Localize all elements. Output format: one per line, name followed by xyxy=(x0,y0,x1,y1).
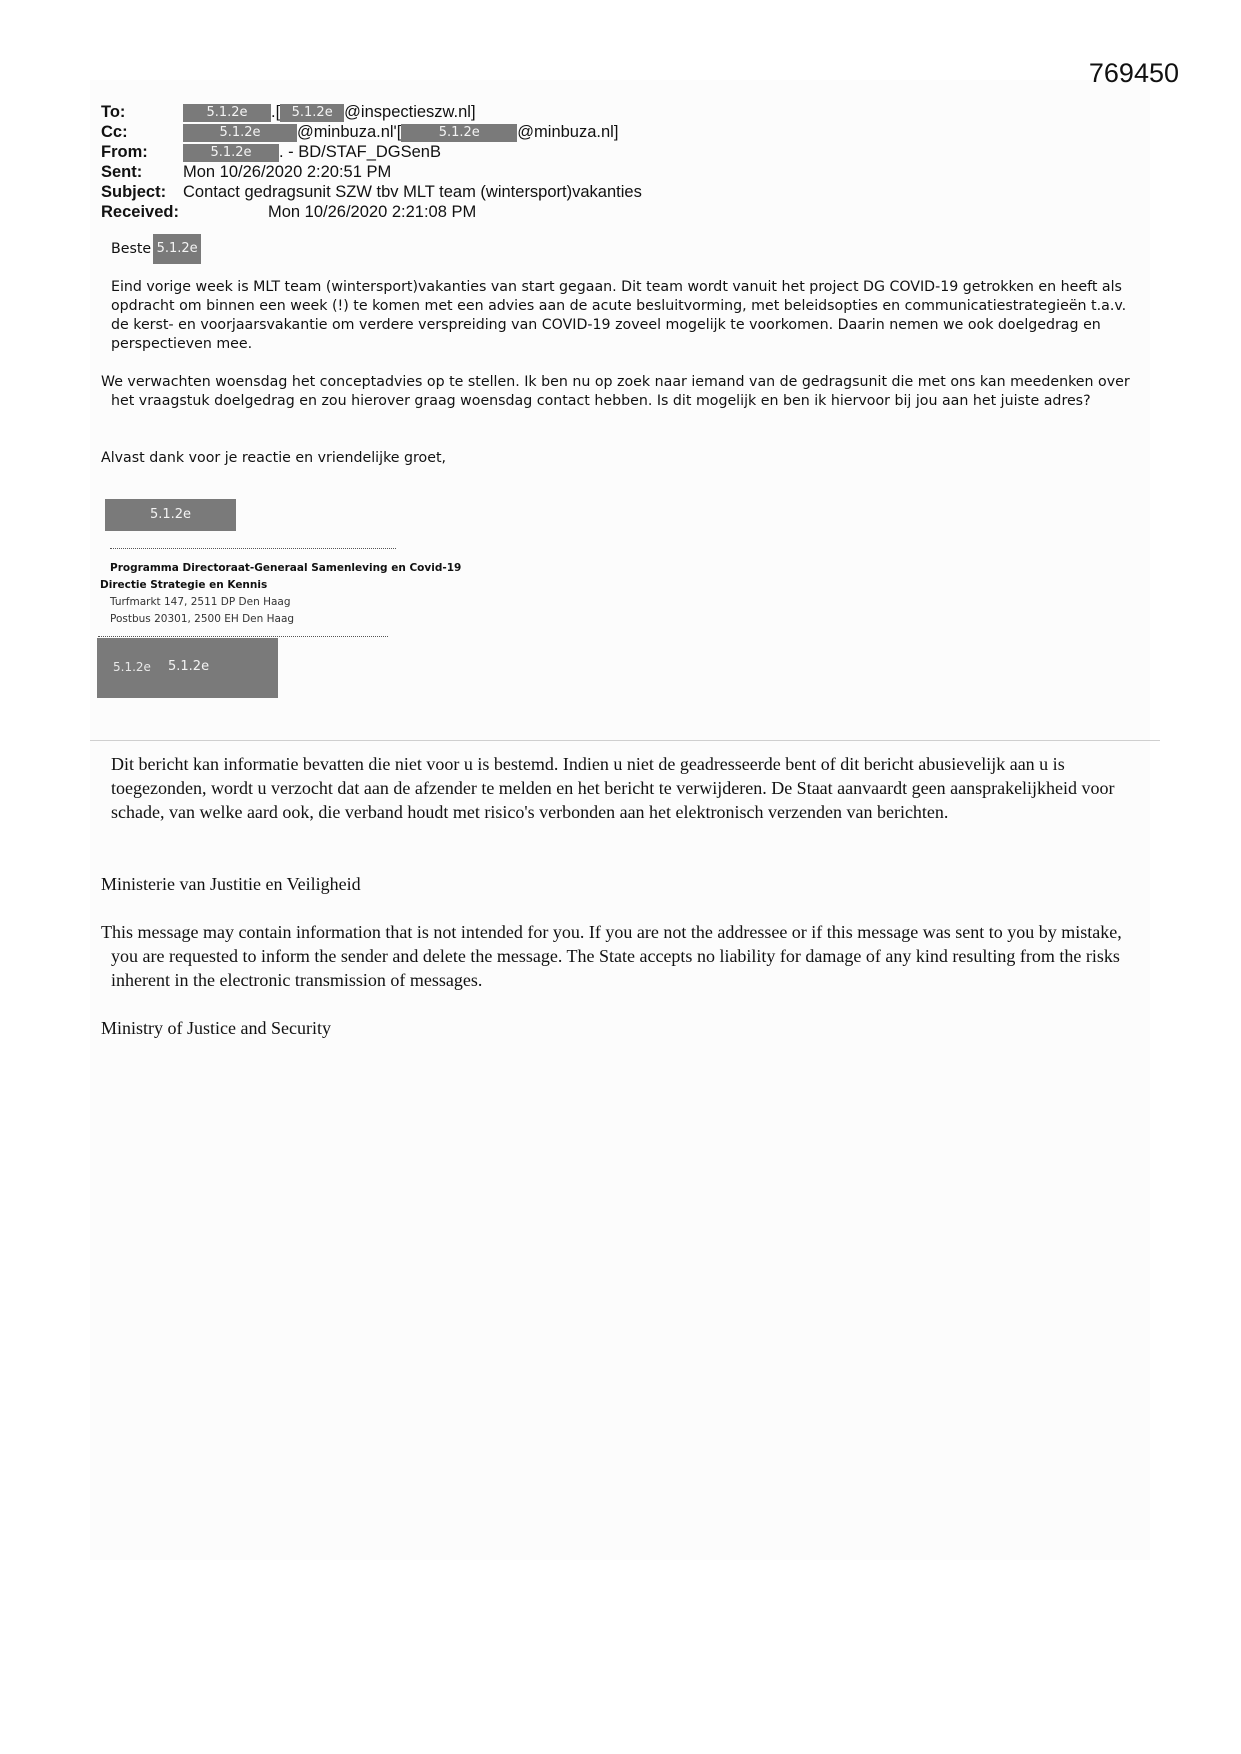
disclaimer-english: This message may contain information that is not intended for you. If you are not the addressee or if this message was sent to you by mistake, you are requested to inform the sender and delete the message. The State accepts no liability for damage of any kind resulting from the risks inherent in the electronic transmission of messages. xyxy=(101,922,1122,990)
document-number: 769450 xyxy=(1088,58,1179,88)
directorate-name: Directie Strategie en Kennis xyxy=(100,579,268,591)
visiting-address: Turfmarkt 147, 2511 DP Den Haag xyxy=(110,596,291,608)
contact-redaction xyxy=(97,638,278,698)
postal-address: Postbus 20301, 2500 EH Den Haag xyxy=(110,613,295,625)
to-email-domain: @inspectieszw.nl] xyxy=(344,103,476,121)
redaction-box: 5.1.2e xyxy=(183,104,271,122)
disclaimer-dutch: Dit bericht kan informatie bevatten die niet voor u is bestemd. Indien u niet de geadresseerde bent of dit bericht abusievelijk aan u is toegezonden, wordt u verzocht dat aan de afzender te melden en het bericht te verwijderen. De Staat aanvaardt geen aansprakelijkheid voor schade, van welke aard ook, die verband houdt met risico's verbonden aan het elektronisch verzenden van berichten. xyxy=(111,754,1115,822)
received-value: Mon 10/26/2020 2:21:08 PM xyxy=(268,203,477,221)
sent-value: Mon 10/26/2020 2:20:51 PM xyxy=(183,163,392,181)
ministry-name-dutch: Ministerie van Justitie en Veiligheid xyxy=(101,874,361,894)
cc-email-domain: @minbuza.nl'[ xyxy=(297,123,402,141)
signature-divider-2 xyxy=(98,636,388,637)
ministry-name-english: Ministry of Justice and Security xyxy=(101,1018,331,1038)
received-label: Received: xyxy=(101,203,179,221)
redaction-box: 5.1.2e xyxy=(183,144,279,162)
from-label: From: xyxy=(101,143,148,161)
redaction-label: 5.1.2e xyxy=(113,660,151,674)
redaction-box: 5.1.2e xyxy=(401,124,517,142)
redaction-label: 5.1.2e xyxy=(168,659,210,674)
to-separator: .[ xyxy=(271,103,281,121)
greeting-line xyxy=(101,234,1131,264)
cc-label: Cc: xyxy=(101,123,128,141)
signature-divider xyxy=(110,548,396,549)
signature-block xyxy=(100,560,461,628)
subject-label: Subject: xyxy=(101,183,167,201)
redaction-box: 5.1.2e xyxy=(153,234,201,264)
closing-line: Alvast dank voor je reactie en vriendelijke groet, xyxy=(101,450,447,466)
from-department: . - BD/STAF_DGSenB xyxy=(279,143,441,161)
redaction-box: 5.1.2e xyxy=(183,124,297,142)
disclaimer-divider xyxy=(90,740,1160,741)
body-paragraph-2: We verwachten woensdag het conceptadvies op te stellen. Ik ben nu op zoek naar iemand van de gedragsunit die met ons kan meedenken over het vraagstuk doelgedrag en zou hierover graag woensdag contact hebben. Is dit mogelijk en ben ik hiervoor bij jou aan het juiste adres? xyxy=(101,374,1130,409)
cc-email-domain-2: @minbuza.nl] xyxy=(517,123,619,141)
program-name: Programma Directoraat-Generaal Samenleving en Covid-19 xyxy=(110,562,462,574)
redaction-box: 5.1.2e xyxy=(280,104,344,122)
signature-name xyxy=(105,499,236,531)
sent-label: Sent: xyxy=(101,163,143,181)
to-label: To: xyxy=(101,103,126,121)
greeting: Beste xyxy=(111,241,152,257)
redaction-box: 5.1.2e xyxy=(105,499,236,531)
subject-value: Contact gedragsunit SZW tbv MLT team (wintersport)vakanties xyxy=(183,183,642,201)
body-paragraph-1: Eind vorige week is MLT team (wintersport)vakanties van start gegaan. Dit team wordt vanuit het project DG COVID-19 getrokken en heeft als opdracht om binnen een week (!) te komen met een advies aan de acute besluitvorming, met beleidsopties en communicatiestrategieën t.a.v. de kerst- en voorjaarsvakantie om verdere verspreiding van COVID-19 zoveel mogelijk te voorkomen. Daarin nemen we ook doelgedrag en perspectieven mee. xyxy=(111,279,1127,352)
